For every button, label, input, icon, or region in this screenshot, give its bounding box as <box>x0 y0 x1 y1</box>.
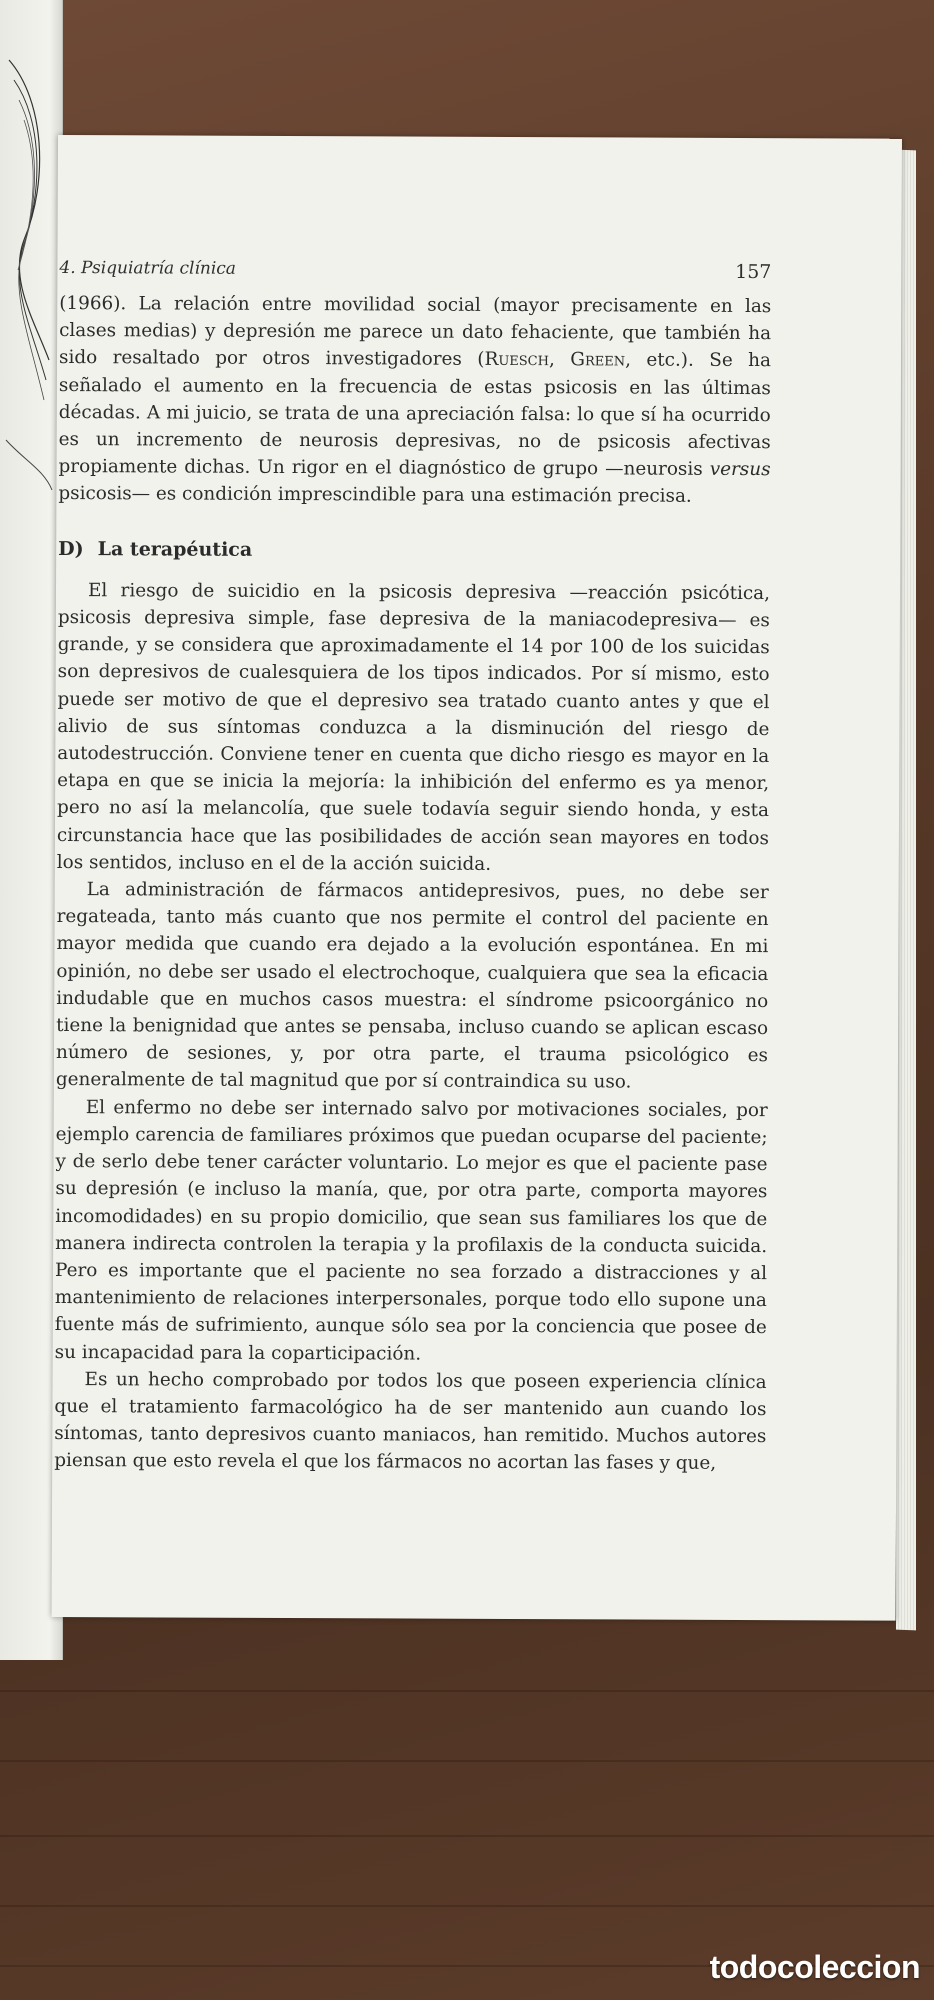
wood-grain <box>0 1760 934 1762</box>
paragraph <box>58 290 771 511</box>
watermark-logo: todocoleccion <box>709 1949 920 1985</box>
text-run: , etc.). Se ha señalado el aumento en la frecuencia de estas psicosis en las últimas décadas. A mi juicio, se trata de una apreciación falsa: lo que sí ha ocurrido es un incremento de neurosis depresivas, no de psicosis afectivas propiamente dichas. Un rigor en el diagnóstico de grupo —neurosis <box>58 349 772 481</box>
wood-grain <box>0 1905 934 1907</box>
author-name: Ruesch <box>484 349 550 371</box>
author-name: Green <box>570 349 626 371</box>
running-head <box>59 258 772 284</box>
diagram-fragment <box>4 20 54 500</box>
book-page <box>52 135 902 1621</box>
body-text <box>54 290 771 1478</box>
section-letter: D) <box>58 537 84 560</box>
italic-term: versus <box>709 459 771 481</box>
page-number: 157 <box>735 260 772 284</box>
paragraph: El enfermo no debe ser internado salvo por motivaciones sociales, por ejemplo carencia de familiares próximos que puedan ocuparse del paciente; y de serlo debe tener carácter voluntario. Lo mejor es que el paciente pase su depresión (e incluso la manía, que, por otra parte, comporta mayores incomodidades) en su propio domicilio, que sean sus familiares los que de manera indirecta controlen la terapia y la profilaxis de la conducta suicida. Pero es importante que el paciente no sea forzado a distracciones y al mantenimiento de relaciones interpersonales, porque todo ello supone una fuente más de sufrimiento, aunque sólo sea por la conciencia que posee de su incapacidad para la coparticipación. <box>54 1096 768 1365</box>
section-heading <box>58 536 770 566</box>
paragraph: El riesgo de suicidio en la psicosis depresiva —reacción psicótica, psicosis depresiva simple, fase depresiva de la maniacodepresiva— es grande, y se considera que aproximadamente el 14 por 100 de los suicidas son depresivos de cualesquiera de los tipos indicados. Por sí mismo, esto puede ser motivo de que el depresivo sea tratado cuanto antes y que el alivio de sus síntomas conduzca a la disminución del riesgo de autodestrucción. Conviene tener en cuenta que dicho riesgo es mayor en la etapa en que se inicia la mejoría: la inhibición del enfermo es ya menor, pero no así la melancolía, que suele todavía seguir siendo honda, y esta circunstancia hace que las posibilidades de acción sean mayores en todos los sentidos, incluso en el de la acción suicida. <box>56 579 771 875</box>
wood-grain <box>0 1690 934 1692</box>
chapter-title: 4. Psiquiatría clínica <box>59 258 237 279</box>
paragraph: La administración de fármacos antidepresivos, pues, no debe ser regateada, tanto más cuanto que nos permite el control del paciente en mayor medida que cuando era dejado a la evolución espontánea. En mi opinión, no debe ser usado el electrochoque, cualquiera que sea la eficacia indudable que en muchos casos muestra: el síndrome psicoorgánico no tiene la benignidad que antes se pensaba, incluso cuando se aplican escaso número de sesiones, y, por otra parte, el trauma psicológico es generalmente de tal magnitud que por sí contraindica su uso. <box>55 879 769 1093</box>
text-run: (1966). La relación entre movilidad social (mayor precisamente en las clases medias) y depresión me parece un dato fehaciente, que también ha sido resaltado por otros investigadores ( <box>58 293 772 371</box>
section-title: La terapéutica <box>97 537 253 561</box>
text-run: psicosis— es condición imprescindible para una estimación precisa. <box>58 483 692 508</box>
wood-grain <box>0 1835 934 1837</box>
text-run: , <box>548 349 571 371</box>
paragraph: Es un hecho comprobado por todos los que poseen experiencia clínica que el tratamiento farmacológico ha de ser mantenido aun cuando los síntomas, tanto depresivos cuanto maniacos, han remitido. Muchos autores piensan que esto revela el que los fármacos no acortan las fases y que, <box>54 1368 767 1475</box>
